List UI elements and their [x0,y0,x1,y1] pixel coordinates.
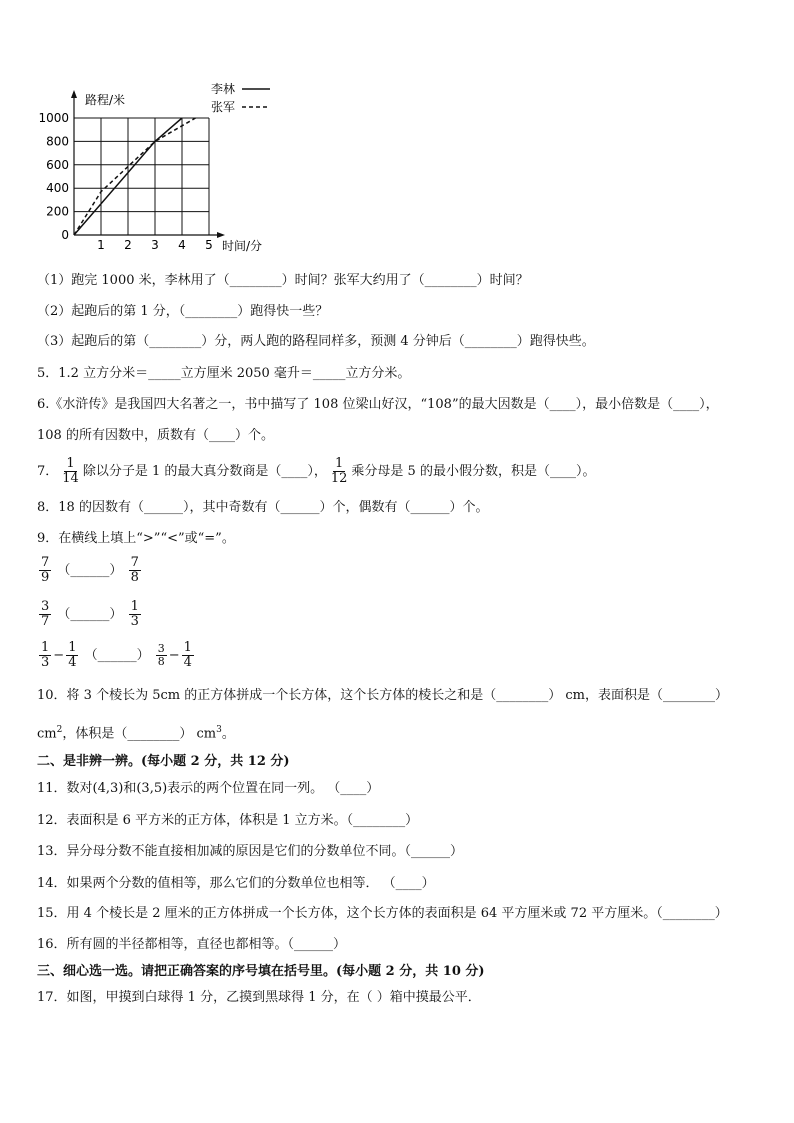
question-8: 8．18 的因数有（______），其中奇数有（______）个，偶数有（______）个。 [37,500,489,515]
q9-r1-blank: （______） [57,563,123,578]
series-line-1 [74,118,196,235]
x-axis-label: 时间/分 [222,239,263,253]
question-6-line2: 108 的所有因数中，质数有（____）个。 [37,428,274,443]
q4-part2: （2）起跑后的第 1 分，（________）跑得快一些？ [37,304,329,319]
question-10-line1: 10．将 3 个棱长为 5cm 的正方体拼成一个长方体，这个长方体的棱长之和是（________） cm，表面积是（________） [37,688,728,703]
q9-row-1 [37,556,143,585]
q7-f1-numerator: 1 [66,456,75,471]
chart-grid [74,118,209,235]
question-9-title: 9．在横线上填上“>”“<”或“=”。 [37,531,235,546]
q7-f1-denominator: 14 [62,471,79,486]
distance-time-chart [30,82,290,257]
y-axis-arrow [71,90,77,98]
y-tick-label: 200 [46,204,69,219]
q9-r1-b-numerator: 7 [130,555,139,570]
q10-volume-text: ，体积是（________） cm [62,726,217,742]
q9-r2-blank: （______） [57,607,123,622]
q9-r3-a-denominator: 3 [41,655,50,670]
x-tick-label: 4 [178,238,186,252]
q9-r2-a-denominator: 7 [41,614,50,629]
x-tick-label: 2 [124,238,132,252]
x-tick-label: 3 [151,238,159,252]
chart-series [74,118,196,235]
question-15: 15．用 4 个棱长是 2 厘米的正方体拼成一个长方体，这个长方体的表面积是 64 平方厘米或 72 平方厘米。（________） [37,906,728,921]
q9-r1-b-denominator: 8 [130,570,139,585]
q9-r3-d-denominator: 4 [183,655,192,670]
question-11: 11．数对(4,3)和(3,5)表示的两个位置在同一列。 （____） [37,781,380,796]
question-12: 12．表面积是 6 平方米的正方体，体积是 1 立方米。（________） [37,813,419,828]
q9-r3-b-denominator: 4 [68,655,77,670]
q9-r3-c-numerator: 3 [157,642,165,655]
question-10-line2 [37,722,235,742]
q9-r3-blank: （______） [84,648,150,663]
legend-label-zhangjun: 张军 [211,100,236,114]
q9-r3-minus: − [53,648,65,663]
q9-r2-b-denominator: 3 [130,614,139,629]
q9-r2-a-numerator: 3 [41,599,50,614]
q7-mid: 除以分子是 1 的最大真分数商是（____）， [82,464,327,479]
y-tick-label: 0 [61,228,69,242]
x-tick-label: 5 [205,238,213,252]
q9-r3-b-numerator: 1 [68,640,77,655]
question-14: 14．如果两个分数的值相等，那么它们的分数单位也相等． （____） [37,876,435,891]
q7-fraction-1 [60,457,81,486]
q10-end: 。 [221,726,235,742]
q4-part3: （3）起跑后的第（________）分，两人跑的路程同样多，预测 4 分钟后（________）跑得快些。 [37,334,595,349]
q9-r2-b-numerator: 1 [130,599,139,614]
question-17: 17．如图，甲摸到白球得 1 分，乙摸到黑球得 1 分，在（ ）箱中摸最公平． [37,990,481,1005]
question-7 [37,457,595,486]
section-3-heading: 三、细心选一选。请把正确答案的序号填在括号里。(每小题 2 分，共 10 分) [37,964,485,979]
chart-legend [211,82,270,114]
x-axis-arrow [217,232,225,238]
question-6-line1: 6.《水浒传》是我国四大名著之一，书中描写了 108 位梁山好汉，“108”的最大因数是（____），最小倍数是（____）， [37,397,719,412]
question-16: 16．所有圆的半径都相等，直径也都相等。（______） [37,937,347,952]
y-tick-label: 1000 [38,111,69,125]
chart-axes [71,90,225,238]
q9-r3-a-numerator: 1 [41,640,50,655]
q9-r1-a-denominator: 9 [41,570,50,585]
chart-ticks [38,111,212,252]
q4-part1: （1）跑完 1000 米，李林用了（________）时间？张军大约用了（________）时间？ [37,273,529,288]
question-13: 13．异分母分数不能直接相加减的原因是它们的分数单位不同。（______） [37,844,464,859]
q9-r3-c-denominator: 8 [157,655,165,668]
question-5: 5．1.2 立方分米＝_____立方厘米 2050 毫升＝_____立方分米。 [37,366,411,381]
y-axis-label: 路程/米 [85,93,126,107]
q7-fraction-2 [329,457,350,486]
q10-sup-2: 2 [56,725,63,735]
x-tick-label: 1 [97,238,105,252]
q9-r3-d-numerator: 1 [183,640,192,655]
q9-row-3 [37,641,196,670]
q9-r1-a-numerator: 7 [41,555,50,570]
y-tick-label: 600 [46,157,69,172]
q9-r3-minus2: − [168,648,180,663]
q10-cm-unit: cm [37,726,57,742]
q9-row-2 [37,600,143,629]
q7-tail: 乘分母是 5 的最小假分数，积是（____）。 [351,464,596,479]
legend-label-lilin: 李林 [211,82,236,96]
q7-f2-numerator: 1 [335,456,344,471]
section-2-heading: 二、是非辨一辨。(每小题 2 分，共 12 分) [37,754,290,769]
q7-f2-denominator: 12 [330,471,348,486]
y-tick-label: 400 [46,181,69,196]
q7-prefix: 7． [37,464,59,479]
q10-sup-3: 3 [216,725,222,735]
y-tick-label: 800 [46,134,69,149]
